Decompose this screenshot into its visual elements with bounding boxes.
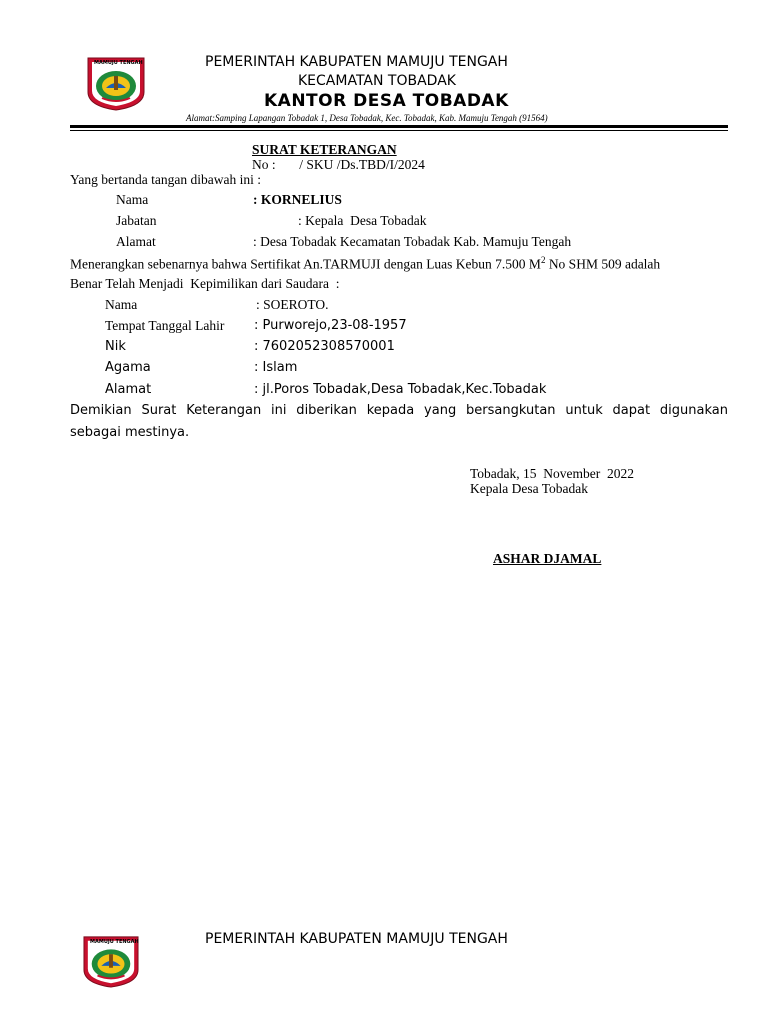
signer-title: Kepala Desa Tobadak bbox=[470, 481, 589, 496]
header-rule-thin bbox=[70, 130, 728, 131]
header-government: PEMERINTAH KABUPATEN MAMUJU TENGAH bbox=[205, 54, 508, 70]
signer-name-label: Nama bbox=[116, 192, 149, 207]
subject-religion-value: : Islam bbox=[254, 360, 298, 375]
header-office: KANTOR DESA TOBADAK bbox=[264, 91, 509, 111]
footer-regency-logo bbox=[80, 933, 142, 989]
statement-text-b: No SHM 509 adalah bbox=[545, 256, 661, 272]
logo-text: MAMUJU TENGAH bbox=[94, 60, 143, 66]
intro-text: Yang bertanda tangan dibawah ini : bbox=[70, 172, 261, 187]
subject-nik-label: Nik bbox=[105, 339, 126, 354]
footer-government: PEMERINTAH KABUPATEN MAMUJU TENGAH bbox=[205, 931, 508, 947]
statement-line-2: Benar Telah Menjadi Kepimilikan dari Saudara : bbox=[70, 276, 340, 291]
signer-position-label: Jabatan bbox=[116, 213, 157, 228]
letter-number: No : / SKU /Ds.TBD/I/2024 bbox=[252, 157, 425, 172]
subject-birth-value: : Purworejo,23-08-1957 bbox=[254, 318, 407, 333]
regency-logo bbox=[84, 54, 148, 112]
statement-text-a: Menerangkan sebenarnya bahwa Sertifikat An.TARMUJI dengan Luas Kebun 7.500 M bbox=[70, 256, 541, 272]
signer-address-value: : Desa Tobadak Kecamatan Tobadak Kab. Mamuju Tengah bbox=[253, 234, 572, 249]
letter-title: SURAT KETERANGAN bbox=[252, 142, 397, 157]
signer-name-value: : KORNELIUS bbox=[253, 192, 342, 207]
subject-birth-label: Tempat Tanggal Lahir bbox=[105, 318, 225, 333]
statement-superscript: 2 bbox=[540, 255, 546, 265]
header-district: KECAMATAN TOBADAK bbox=[298, 73, 456, 89]
signer-name: ASHAR DJAMAL bbox=[493, 551, 602, 566]
closing-line-1: Demikian Surat Keterangan ini diberikan kepada yang bersangkutan untuk dapat digunakan bbox=[70, 403, 728, 418]
signer-address-label: Alamat bbox=[116, 234, 156, 249]
statement-line-1 bbox=[70, 255, 660, 273]
subject-name-label: Nama bbox=[105, 297, 138, 312]
signer-position-value: : Kepala Desa Tobadak bbox=[298, 213, 427, 228]
subject-nik-value: : 7602052308570001 bbox=[254, 339, 395, 354]
header-rule-thick bbox=[70, 125, 728, 128]
subject-address-label: Alamat bbox=[105, 382, 152, 397]
place-date: Tobadak, 15 November 2022 bbox=[470, 466, 635, 481]
header-address: Alamat:Samping Lapangan Tobadak 1, Desa Tobadak, Kec. Tobadak, Kab. Mamuju Tengah (91564) bbox=[186, 113, 548, 123]
subject-religion-label: Agama bbox=[105, 360, 151, 375]
subject-address-value: : jl.Poros Tobadak,Desa Tobadak,Kec.Tobadak bbox=[254, 382, 547, 397]
subject-name-value: : SOEROTO. bbox=[256, 297, 329, 312]
closing-line-2: sebagai mestinya. bbox=[70, 425, 190, 440]
footer-logo-text: MAMUJU TENGAH bbox=[90, 939, 139, 945]
